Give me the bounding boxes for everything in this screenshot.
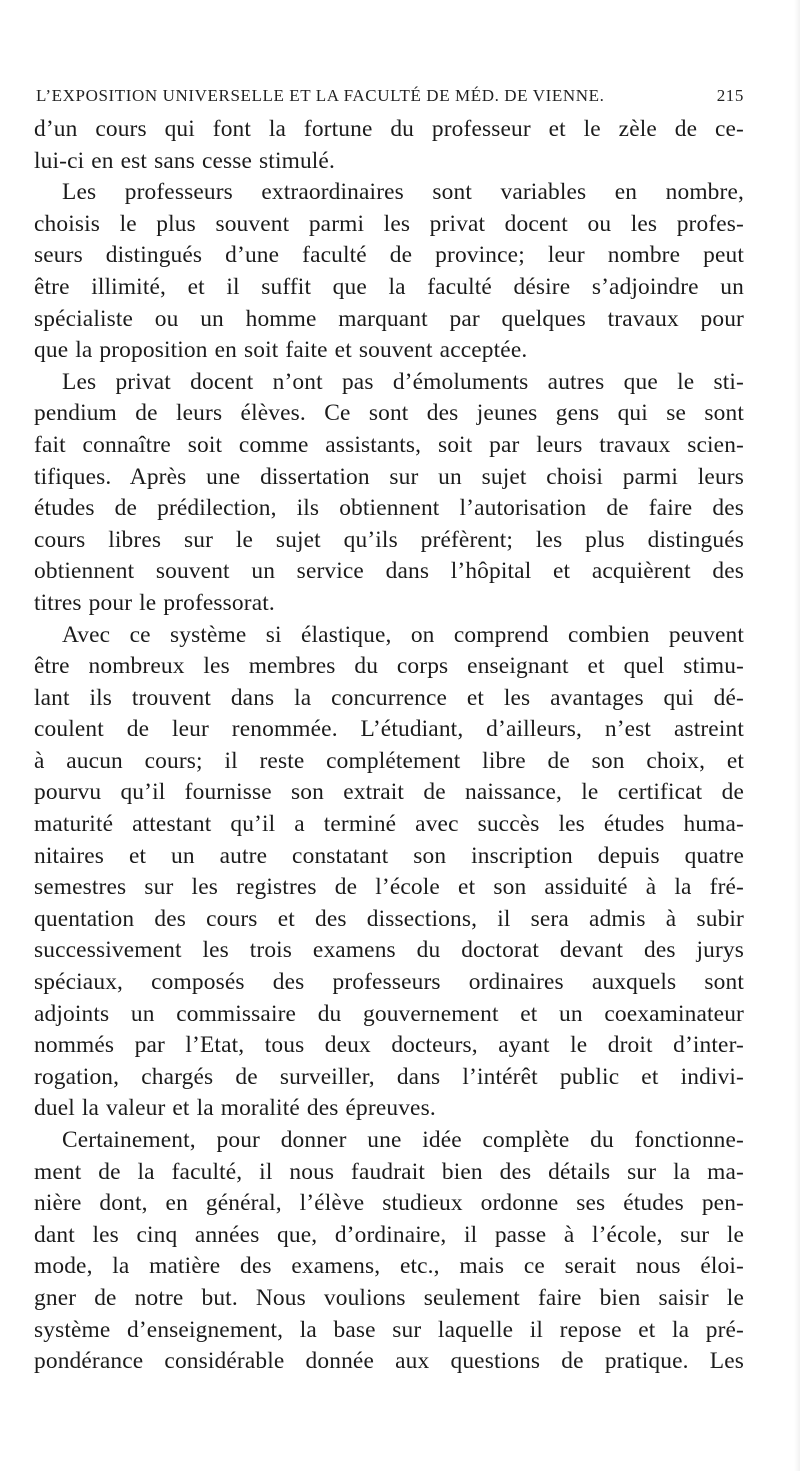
text-line: être illimité, et il suffit que la faculté désire s’adjoindre un — [34, 273, 744, 300]
text-line: spécialiste ou un homme marquant par quelques travaux pour — [34, 305, 744, 332]
paragraph-start-line: Avec ce système si élastique, on comprend combien peuvent — [62, 621, 744, 648]
text-line: titres pour le professorat. — [34, 589, 275, 616]
text-line: obtiennent souvent un service dans l’hôpital et acquièrent des — [34, 558, 744, 585]
text-line: adjoints un commissaire du gouvernement et un coexaminateur — [34, 1000, 744, 1027]
text-line: mode, la matière des examens, etc., mais ce serait nous éloi- — [34, 1253, 744, 1280]
text-line: maturité attestant qu’il a terminé avec succès les études huma- — [34, 811, 744, 838]
text-line: être nombreux les membres du corps enseignant et quel stimu- — [34, 653, 744, 680]
body-text — [34, 114, 744, 1378]
text-line: pondérance considérable donnée aux questions de pratique. Les — [34, 1348, 744, 1375]
text-line: système d’enseignement, la base sur laquelle il repose et la pré- — [34, 1316, 744, 1343]
text-line: gner de notre but. Nous voulions seulement faire bien saisir le — [34, 1284, 744, 1311]
text-line: à aucun cours; il reste complétement libre de son choix, et — [34, 747, 744, 774]
text-line: que la proposition en soit faite et souvent acceptée. — [34, 337, 528, 364]
text-line: d’un cours qui font la fortune du professeur et le zèle de ce- — [34, 116, 744, 142]
text-line: duel la valeur et la moralité des épreuves. — [34, 1095, 436, 1122]
text-line: rogation, chargés de surveiller, dans l’intérêt public et indivi- — [34, 1063, 744, 1090]
text-line: semestres sur les registres de l’école et son assiduité à la fré- — [34, 874, 744, 901]
running-title: L’EXPOSITION UNIVERSELLE ET LA FACULTÉ DE MÉD. DE VIENNE. — [36, 86, 605, 105]
paragraph-start-line: Les privat docent n’ont pas d’émoluments autres que le sti- — [62, 368, 744, 395]
text-line: cours libres sur le sujet qu’ils préfèrent; les plus distingués — [34, 526, 744, 553]
text-line: seurs distingués d’une faculté de province; leur nombre peut — [34, 242, 744, 269]
page-edge-shadow — [794, 0, 800, 1471]
text-line: lant ils trouvent dans la concurrence et les avantages qui dé- — [34, 684, 744, 711]
page-number: 215 — [716, 86, 744, 105]
text-line: nommés par l’Etat, tous deux docteurs, ayant le droit d’inter- — [34, 1032, 744, 1059]
text-line: choisis le plus souvent parmi les privat docent ou les profes- — [34, 210, 744, 237]
paragraph-start-line: Certainement, pour donner une idée complète du fonctionne- — [62, 1127, 744, 1153]
text-line: successivement les trois examens du doctorat devant des jurys — [34, 937, 744, 964]
text-line: tifiques. Après une dissertation sur un sujet choisi parmi leurs — [34, 463, 744, 490]
text-line: dant les cinq années que, d’ordinaire, il passe à l’école, sur le — [34, 1221, 744, 1248]
text-line: pourvu qu’il fournisse son extrait de naissance, le certificat de — [34, 779, 744, 806]
text-line: quentation des cours et des dissections, il sera admis à subir — [34, 905, 744, 932]
book-page — [34, 84, 744, 1378]
text-line: coulent de leur renommée. L’étudiant, d’ailleurs, n’est astreint — [34, 716, 744, 743]
text-line: ment de la faculté, il nous faudrait bien des détails sur la ma- — [34, 1158, 744, 1185]
paragraph-start-line: Les professeurs extraordinaires sont variables en nombre, — [62, 179, 744, 206]
text-line: spéciaux, composés des professeurs ordinaires auxquels sont — [34, 969, 744, 996]
text-line: études de prédilection, ils obtiennent l’autorisation de faire des — [34, 495, 744, 522]
text-line: fait connaître soit comme assistants, soit par leurs travaux scien- — [34, 431, 744, 458]
text-line: nitaires et un autre constatant son inscription depuis quatre — [34, 842, 744, 869]
running-header — [34, 84, 744, 108]
text-line: pendium de leurs élèves. Ce sont des jeunes gens qui se sont — [34, 400, 744, 427]
text-line: nière dont, en général, l’élève studieux ordonne ses études pen- — [34, 1190, 744, 1217]
text-line: lui-ci en est sans cesse stimulé. — [34, 147, 335, 174]
